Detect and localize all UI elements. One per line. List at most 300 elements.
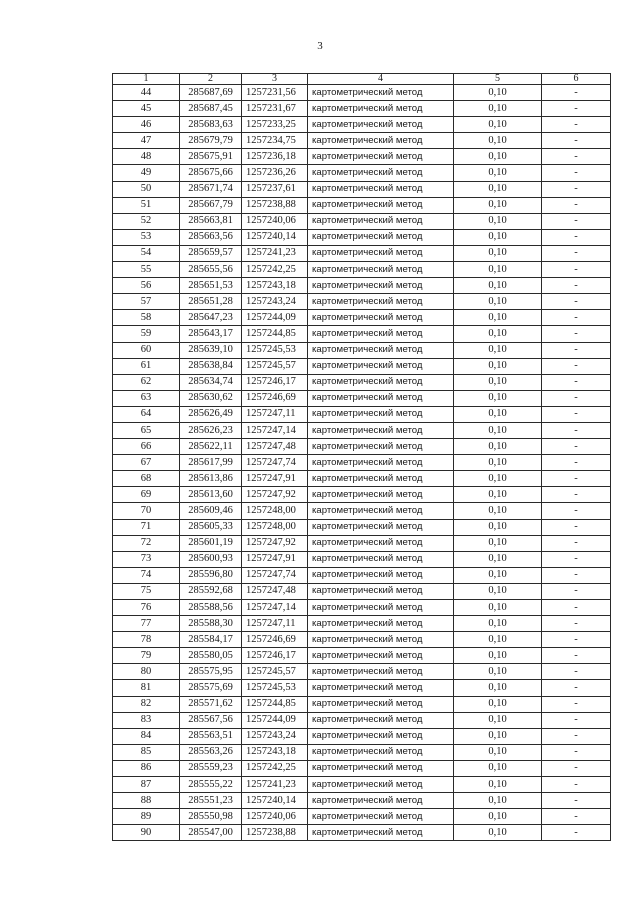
table-row (113, 744, 611, 760)
y-coordinate-cell: 1257246,17 (242, 648, 308, 664)
y-coordinate-cell: 1257240,14 (242, 793, 308, 809)
method-cell: картометрический метод (308, 793, 454, 809)
note-cell: - (542, 519, 611, 535)
accuracy-cell: 0,10 (454, 825, 542, 841)
x-coordinate-cell: 285596,80 (180, 567, 242, 583)
point-number-cell: 84 (113, 728, 180, 744)
point-number-cell: 45 (113, 101, 180, 117)
accuracy-cell: 0,10 (454, 744, 542, 760)
accuracy-cell: 0,10 (454, 793, 542, 809)
note-cell: - (542, 245, 611, 261)
y-coordinate-cell: 1257241,23 (242, 245, 308, 261)
y-coordinate-cell: 1257245,53 (242, 680, 308, 696)
x-coordinate-cell: 285571,62 (180, 696, 242, 712)
table-row (113, 793, 611, 809)
method-cell: картометрический метод (308, 245, 454, 261)
accuracy-cell: 0,10 (454, 519, 542, 535)
y-coordinate-cell: 1257236,26 (242, 165, 308, 181)
x-coordinate-cell: 285655,56 (180, 262, 242, 278)
point-number-cell: 66 (113, 439, 180, 455)
method-cell: картометрический метод (308, 744, 454, 760)
method-cell: картометрический метод (308, 712, 454, 728)
note-cell: - (542, 728, 611, 744)
x-coordinate-cell: 285588,30 (180, 616, 242, 632)
accuracy-cell: 0,10 (454, 696, 542, 712)
accuracy-cell: 0,10 (454, 229, 542, 245)
method-cell: картометрический метод (308, 567, 454, 583)
note-cell: - (542, 149, 611, 165)
accuracy-cell: 0,10 (454, 728, 542, 744)
accuracy-cell: 0,10 (454, 342, 542, 358)
point-number-cell: 82 (113, 696, 180, 712)
x-coordinate-cell: 285559,23 (180, 760, 242, 776)
x-coordinate-cell: 285626,49 (180, 406, 242, 422)
point-number-cell: 60 (113, 342, 180, 358)
y-coordinate-cell: 1257245,57 (242, 358, 308, 374)
x-coordinate-cell: 285659,57 (180, 245, 242, 261)
note-cell: - (542, 422, 611, 438)
note-cell: - (542, 600, 611, 616)
method-cell: картометрический метод (308, 664, 454, 680)
x-coordinate-cell: 285600,93 (180, 551, 242, 567)
accuracy-cell: 0,10 (454, 278, 542, 294)
table-row (113, 777, 611, 793)
method-cell: картометрический метод (308, 181, 454, 197)
y-coordinate-cell: 1257243,18 (242, 744, 308, 760)
table-row (113, 519, 611, 535)
column-header-3: 3 (242, 74, 308, 85)
point-number-cell: 76 (113, 600, 180, 616)
method-cell: картометрический метод (308, 374, 454, 390)
method-cell: картометрический метод (308, 390, 454, 406)
accuracy-cell: 0,10 (454, 374, 542, 390)
note-cell: - (542, 326, 611, 342)
note-cell: - (542, 181, 611, 197)
x-coordinate-cell: 285639,10 (180, 342, 242, 358)
point-number-cell: 78 (113, 632, 180, 648)
table-row (113, 439, 611, 455)
point-number-cell: 90 (113, 825, 180, 841)
method-cell: картометрический метод (308, 551, 454, 567)
x-coordinate-cell: 285563,51 (180, 728, 242, 744)
accuracy-cell: 0,10 (454, 165, 542, 181)
table-row (113, 374, 611, 390)
x-coordinate-cell: 285555,22 (180, 777, 242, 793)
method-cell: картометрический метод (308, 535, 454, 551)
accuracy-cell: 0,10 (454, 294, 542, 310)
x-coordinate-cell: 285626,23 (180, 422, 242, 438)
point-number-cell: 54 (113, 245, 180, 261)
y-coordinate-cell: 1257243,24 (242, 294, 308, 310)
table-row (113, 422, 611, 438)
table-row (113, 712, 611, 728)
point-number-cell: 58 (113, 310, 180, 326)
y-coordinate-cell: 1257240,06 (242, 213, 308, 229)
accuracy-cell: 0,10 (454, 664, 542, 680)
note-cell: - (542, 551, 611, 567)
note-cell: - (542, 229, 611, 245)
point-number-cell: 63 (113, 390, 180, 406)
accuracy-cell: 0,10 (454, 117, 542, 133)
x-coordinate-cell: 285609,46 (180, 503, 242, 519)
y-coordinate-cell: 1257234,75 (242, 133, 308, 149)
method-cell: картометрический метод (308, 632, 454, 648)
point-number-cell: 51 (113, 197, 180, 213)
note-cell: - (542, 503, 611, 519)
table-row (113, 229, 611, 245)
point-number-cell: 70 (113, 503, 180, 519)
method-cell: картометрический метод (308, 455, 454, 471)
accuracy-cell: 0,10 (454, 760, 542, 776)
point-number-cell: 83 (113, 712, 180, 728)
x-coordinate-cell: 285588,56 (180, 600, 242, 616)
note-cell: - (542, 744, 611, 760)
x-coordinate-cell: 285622,11 (180, 439, 242, 455)
table-row (113, 567, 611, 583)
note-cell: - (542, 567, 611, 583)
note-cell: - (542, 648, 611, 664)
x-coordinate-cell: 285667,79 (180, 197, 242, 213)
y-coordinate-cell: 1257247,48 (242, 583, 308, 599)
y-coordinate-cell: 1257244,85 (242, 326, 308, 342)
point-number-cell: 69 (113, 487, 180, 503)
accuracy-cell: 0,10 (454, 777, 542, 793)
accuracy-cell: 0,10 (454, 358, 542, 374)
x-coordinate-cell: 285683,63 (180, 117, 242, 133)
accuracy-cell: 0,10 (454, 149, 542, 165)
table-row (113, 648, 611, 664)
note-cell: - (542, 712, 611, 728)
x-coordinate-cell: 285671,74 (180, 181, 242, 197)
column-header-1: 1 (113, 74, 180, 85)
note-cell: - (542, 825, 611, 841)
accuracy-cell: 0,10 (454, 567, 542, 583)
accuracy-cell: 0,10 (454, 632, 542, 648)
accuracy-cell: 0,10 (454, 551, 542, 567)
point-number-cell: 89 (113, 809, 180, 825)
table-row (113, 583, 611, 599)
point-number-cell: 87 (113, 777, 180, 793)
y-coordinate-cell: 1257237,61 (242, 181, 308, 197)
method-cell: картометрический метод (308, 294, 454, 310)
point-number-cell: 46 (113, 117, 180, 133)
x-coordinate-cell: 285592,68 (180, 583, 242, 599)
x-coordinate-cell: 285663,56 (180, 229, 242, 245)
method-cell: картометрический метод (308, 165, 454, 181)
method-cell: картометрический метод (308, 519, 454, 535)
point-number-cell: 88 (113, 793, 180, 809)
method-cell: картометрический метод (308, 825, 454, 841)
point-number-cell: 55 (113, 262, 180, 278)
method-cell: картометрический метод (308, 583, 454, 599)
y-coordinate-cell: 1257242,25 (242, 262, 308, 278)
accuracy-cell: 0,10 (454, 583, 542, 599)
table-row (113, 342, 611, 358)
y-coordinate-cell: 1257233,25 (242, 117, 308, 133)
table-row (113, 390, 611, 406)
table-row (113, 696, 611, 712)
y-coordinate-cell: 1257245,57 (242, 664, 308, 680)
note-cell: - (542, 696, 611, 712)
method-cell: картометрический метод (308, 358, 454, 374)
accuracy-cell: 0,10 (454, 503, 542, 519)
table-row (113, 760, 611, 776)
y-coordinate-cell: 1257247,14 (242, 422, 308, 438)
table-row (113, 809, 611, 825)
table-row (113, 117, 611, 133)
x-coordinate-cell: 285550,98 (180, 809, 242, 825)
note-cell: - (542, 262, 611, 278)
y-coordinate-cell: 1257242,25 (242, 760, 308, 776)
x-coordinate-cell: 285638,84 (180, 358, 242, 374)
table-row (113, 358, 611, 374)
x-coordinate-cell: 285584,17 (180, 632, 242, 648)
method-cell: картометрический метод (308, 616, 454, 632)
table-row (113, 487, 611, 503)
table-row (113, 406, 611, 422)
note-cell: - (542, 583, 611, 599)
note-cell: - (542, 535, 611, 551)
column-header-2: 2 (180, 74, 242, 85)
note-cell: - (542, 680, 611, 696)
table-row (113, 101, 611, 117)
table-row (113, 471, 611, 487)
accuracy-cell: 0,10 (454, 455, 542, 471)
x-coordinate-cell: 285601,19 (180, 535, 242, 551)
method-cell: картометрический метод (308, 471, 454, 487)
point-number-cell: 64 (113, 406, 180, 422)
accuracy-cell: 0,10 (454, 648, 542, 664)
point-number-cell: 44 (113, 85, 180, 101)
table-row (113, 535, 611, 551)
y-coordinate-cell: 1257238,88 (242, 197, 308, 213)
note-cell: - (542, 664, 611, 680)
y-coordinate-cell: 1257247,74 (242, 455, 308, 471)
note-cell: - (542, 342, 611, 358)
method-cell: картометрический метод (308, 197, 454, 213)
method-cell: картометрический метод (308, 229, 454, 245)
method-cell: картометрический метод (308, 406, 454, 422)
column-header-5: 5 (454, 74, 542, 85)
note-cell: - (542, 777, 611, 793)
table-row (113, 455, 611, 471)
x-coordinate-cell: 285647,23 (180, 310, 242, 326)
method-cell: картометрический метод (308, 487, 454, 503)
point-number-cell: 57 (113, 294, 180, 310)
point-number-cell: 65 (113, 422, 180, 438)
point-number-cell: 62 (113, 374, 180, 390)
y-coordinate-cell: 1257247,14 (242, 600, 308, 616)
method-cell: картометрический метод (308, 760, 454, 776)
note-cell: - (542, 294, 611, 310)
note-cell: - (542, 793, 611, 809)
y-coordinate-cell: 1257247,48 (242, 439, 308, 455)
column-header-6: 6 (542, 74, 611, 85)
y-coordinate-cell: 1257247,11 (242, 616, 308, 632)
table-row (113, 262, 611, 278)
method-cell: картометрический метод (308, 728, 454, 744)
accuracy-cell: 0,10 (454, 406, 542, 422)
accuracy-cell: 0,10 (454, 85, 542, 101)
point-number-cell: 56 (113, 278, 180, 294)
column-header-4: 4 (308, 74, 454, 85)
accuracy-cell: 0,10 (454, 101, 542, 117)
y-coordinate-cell: 1257248,00 (242, 503, 308, 519)
accuracy-cell: 0,10 (454, 310, 542, 326)
method-cell: картометрический метод (308, 600, 454, 616)
accuracy-cell: 0,10 (454, 535, 542, 551)
note-cell: - (542, 213, 611, 229)
table-row (113, 165, 611, 181)
method-cell: картометрический метод (308, 85, 454, 101)
accuracy-cell: 0,10 (454, 680, 542, 696)
x-coordinate-cell: 285663,81 (180, 213, 242, 229)
y-coordinate-cell: 1257247,74 (242, 567, 308, 583)
accuracy-cell: 0,10 (454, 439, 542, 455)
method-cell: картометрический метод (308, 696, 454, 712)
table-row (113, 600, 611, 616)
point-number-cell: 52 (113, 213, 180, 229)
y-coordinate-cell: 1257241,23 (242, 777, 308, 793)
accuracy-cell: 0,10 (454, 809, 542, 825)
method-cell: картометрический метод (308, 149, 454, 165)
y-coordinate-cell: 1257244,09 (242, 310, 308, 326)
table-row (113, 310, 611, 326)
point-number-cell: 67 (113, 455, 180, 471)
point-number-cell: 49 (113, 165, 180, 181)
y-coordinate-cell: 1257246,69 (242, 632, 308, 648)
x-coordinate-cell: 285634,74 (180, 374, 242, 390)
x-coordinate-cell: 285551,23 (180, 793, 242, 809)
point-number-cell: 81 (113, 680, 180, 696)
x-coordinate-cell: 285651,53 (180, 278, 242, 294)
note-cell: - (542, 358, 611, 374)
accuracy-cell: 0,10 (454, 390, 542, 406)
table-row (113, 85, 611, 101)
accuracy-cell: 0,10 (454, 197, 542, 213)
table-row (113, 181, 611, 197)
y-coordinate-cell: 1257240,14 (242, 229, 308, 245)
y-coordinate-cell: 1257248,00 (242, 519, 308, 535)
note-cell: - (542, 406, 611, 422)
note-cell: - (542, 197, 611, 213)
table-row (113, 278, 611, 294)
note-cell: - (542, 455, 611, 471)
x-coordinate-cell: 285575,95 (180, 664, 242, 680)
table-row (113, 680, 611, 696)
accuracy-cell: 0,10 (454, 213, 542, 229)
method-cell: картометрический метод (308, 342, 454, 358)
note-cell: - (542, 632, 611, 648)
x-coordinate-cell: 285679,79 (180, 133, 242, 149)
x-coordinate-cell: 285687,45 (180, 101, 242, 117)
x-coordinate-cell: 285605,33 (180, 519, 242, 535)
accuracy-cell: 0,10 (454, 487, 542, 503)
note-cell: - (542, 374, 611, 390)
point-number-cell: 53 (113, 229, 180, 245)
accuracy-cell: 0,10 (454, 422, 542, 438)
accuracy-cell: 0,10 (454, 616, 542, 632)
table-row (113, 503, 611, 519)
method-cell: картометрический метод (308, 422, 454, 438)
method-cell: картометрический метод (308, 439, 454, 455)
point-number-cell: 86 (113, 760, 180, 776)
table-row (113, 245, 611, 261)
table-row (113, 197, 611, 213)
table-row (113, 294, 611, 310)
note-cell: - (542, 471, 611, 487)
y-coordinate-cell: 1257231,67 (242, 101, 308, 117)
note-cell: - (542, 85, 611, 101)
method-cell: картометрический метод (308, 326, 454, 342)
method-cell: картометрический метод (308, 262, 454, 278)
method-cell: картометрический метод (308, 117, 454, 133)
table-row (113, 213, 611, 229)
point-number-cell: 47 (113, 133, 180, 149)
accuracy-cell: 0,10 (454, 133, 542, 149)
point-number-cell: 72 (113, 535, 180, 551)
accuracy-cell: 0,10 (454, 326, 542, 342)
method-cell: картометрический метод (308, 310, 454, 326)
method-cell: картометрический метод (308, 213, 454, 229)
x-coordinate-cell: 285580,05 (180, 648, 242, 664)
method-cell: картометрический метод (308, 101, 454, 117)
accuracy-cell: 0,10 (454, 471, 542, 487)
point-number-cell: 71 (113, 519, 180, 535)
table-row (113, 149, 611, 165)
x-coordinate-cell: 285613,86 (180, 471, 242, 487)
y-coordinate-cell: 1257244,09 (242, 712, 308, 728)
y-coordinate-cell: 1257247,92 (242, 535, 308, 551)
point-number-cell: 80 (113, 664, 180, 680)
y-coordinate-cell: 1257245,53 (242, 342, 308, 358)
x-coordinate-cell: 285651,28 (180, 294, 242, 310)
x-coordinate-cell: 285617,99 (180, 455, 242, 471)
table-row (113, 632, 611, 648)
x-coordinate-cell: 285643,17 (180, 326, 242, 342)
accuracy-cell: 0,10 (454, 262, 542, 278)
table-row (113, 133, 611, 149)
method-cell: картометрический метод (308, 809, 454, 825)
note-cell: - (542, 616, 611, 632)
table-row (113, 616, 611, 632)
note-cell: - (542, 101, 611, 117)
table-row (113, 825, 611, 841)
accuracy-cell: 0,10 (454, 181, 542, 197)
note-cell: - (542, 278, 611, 294)
point-number-cell: 74 (113, 567, 180, 583)
method-cell: картометрический метод (308, 777, 454, 793)
x-coordinate-cell: 285675,91 (180, 149, 242, 165)
method-cell: картометрический метод (308, 648, 454, 664)
table-body (113, 85, 611, 841)
y-coordinate-cell: 1257246,17 (242, 374, 308, 390)
page-number: 3 (317, 40, 323, 52)
y-coordinate-cell: 1257236,18 (242, 149, 308, 165)
y-coordinate-cell: 1257243,24 (242, 728, 308, 744)
method-cell: картометрический метод (308, 133, 454, 149)
point-number-cell: 50 (113, 181, 180, 197)
point-number-cell: 61 (113, 358, 180, 374)
note-cell: - (542, 760, 611, 776)
y-coordinate-cell: 1257231,56 (242, 85, 308, 101)
point-number-cell: 68 (113, 471, 180, 487)
note-cell: - (542, 487, 611, 503)
x-coordinate-cell: 285547,00 (180, 825, 242, 841)
point-number-cell: 48 (113, 149, 180, 165)
y-coordinate-cell: 1257247,91 (242, 551, 308, 567)
point-number-cell: 85 (113, 744, 180, 760)
